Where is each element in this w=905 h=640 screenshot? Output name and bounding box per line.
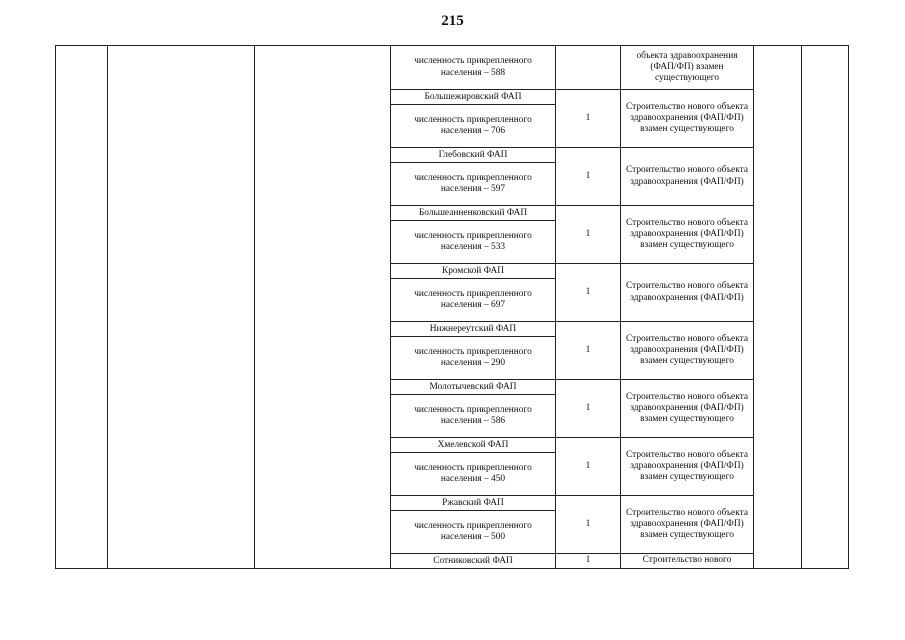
facility-name: Ржавский ФАП: [391, 496, 556, 511]
facility-name: Большеанненковский ФАП: [391, 206, 556, 221]
population-cell: численность прикрепленного населения – 588: [391, 46, 556, 90]
count-cell: 1: [556, 206, 621, 264]
facility-type-cell: Строительство нового объекта здравоохранения (ФАП/ФП) взамен существующего: [621, 380, 754, 438]
count-cell: 1: [556, 496, 621, 554]
facility-type-cell: Строительство нового: [621, 554, 754, 569]
facility-name: Глебовский ФАП: [391, 148, 556, 163]
facility-type-cell: Строительство нового объекта здравоохранения (ФАП/ФП): [621, 148, 754, 206]
facility-name: Большежировский ФАП: [391, 90, 556, 105]
count-cell: 1: [556, 148, 621, 206]
col-1-cell: [56, 46, 108, 569]
facility-name: Сотниковский ФАП: [391, 554, 556, 569]
population-cell: численность прикрепленного населения – 533: [391, 221, 556, 264]
facility-type-cell: Строительство нового объекта здравоохранения (ФАП/ФП) взамен существующего: [621, 322, 754, 380]
facility-table: [55, 45, 849, 569]
population-cell: численность прикрепленного населения – 597: [391, 163, 556, 206]
population-cell: численность прикрепленного населения – 586: [391, 395, 556, 438]
table-row: [56, 46, 849, 90]
facility-type-cell: Строительство нового объекта здравоохранения (ФАП/ФП) взамен существующего: [621, 496, 754, 554]
count-cell: 1: [556, 322, 621, 380]
facility-type-cell: Строительство нового объекта здравоохранения (ФАП/ФП) взамен существующего: [621, 90, 754, 148]
col-7-cell: [754, 46, 802, 569]
population-cell: численность прикрепленного населения – 450: [391, 453, 556, 496]
facility-name: Молотычевский ФАП: [391, 380, 556, 395]
facility-type-cell: Строительство нового объекта здравоохранения (ФАП/ФП) взамен существующего: [621, 206, 754, 264]
population-cell: численность прикрепленного населения – 697: [391, 279, 556, 322]
col-8-cell: [802, 46, 849, 569]
count-cell: 1: [556, 90, 621, 148]
population-cell: численность прикрепленного населения – 706: [391, 105, 556, 148]
count-cell: [556, 46, 621, 90]
facility-type-cell: Строительство нового объекта здравоохранения (ФАП/ФП): [621, 264, 754, 322]
facility-type-cell: объекта здравоохранения (ФАП/ФП) взамен существующего: [621, 46, 754, 90]
population-cell: численность прикрепленного населения – 500: [391, 511, 556, 554]
count-cell: 1: [556, 554, 621, 569]
population-cell: численность прикрепленного населения – 290: [391, 337, 556, 380]
col-3-cell: [255, 46, 391, 569]
facility-type-cell: Строительство нового объекта здравоохранения (ФАП/ФП) взамен существующего: [621, 438, 754, 496]
facility-name: Хмелевской ФАП: [391, 438, 556, 453]
page-number: 215: [441, 13, 464, 29]
facility-name: Нижнереутский ФАП: [391, 322, 556, 337]
facility-name: Кромской ФАП: [391, 264, 556, 279]
count-cell: 1: [556, 380, 621, 438]
count-cell: 1: [556, 264, 621, 322]
col-2-cell: [108, 46, 255, 569]
count-cell: 1: [556, 438, 621, 496]
